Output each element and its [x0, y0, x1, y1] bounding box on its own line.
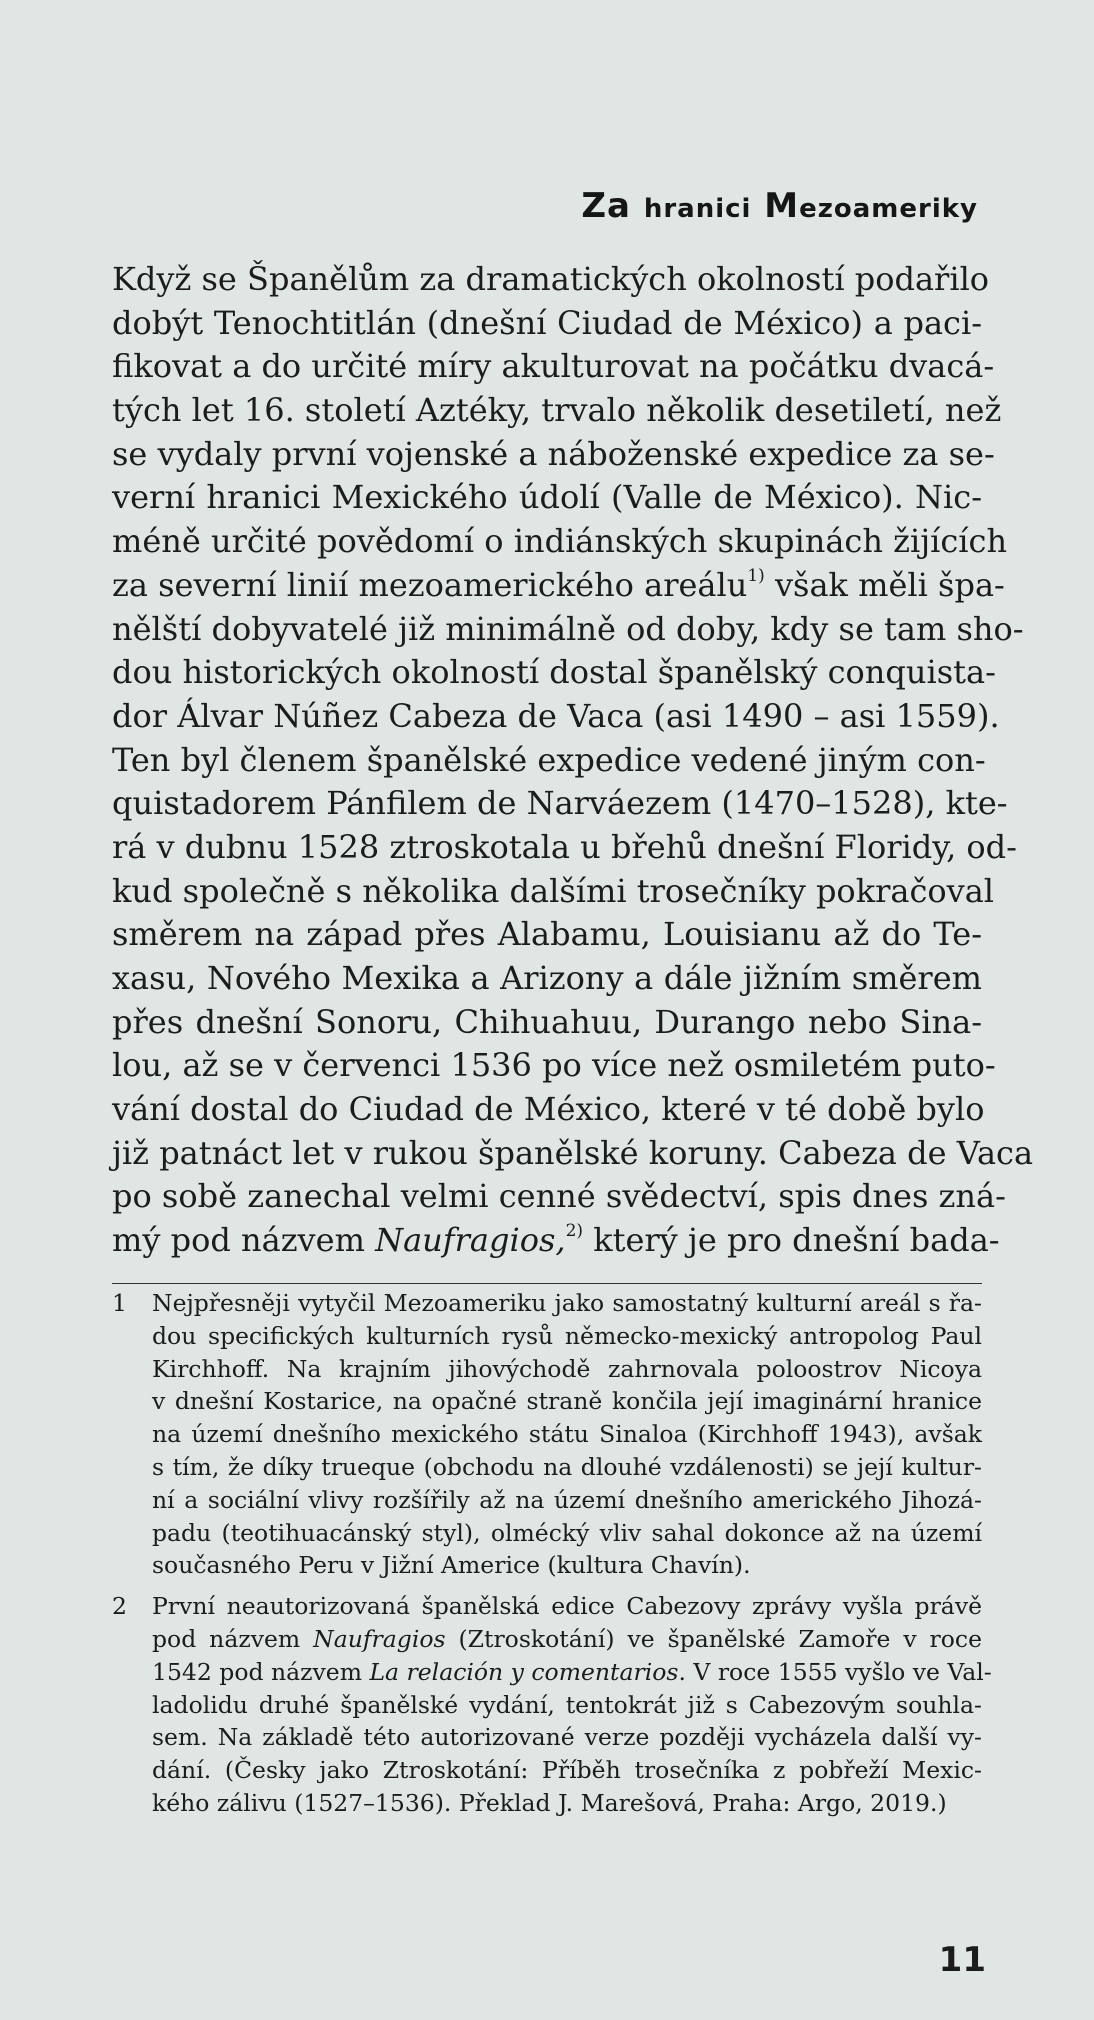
line-text: však měli špa-: [764, 565, 1005, 604]
text-line: Když se Španělům za dramatických okolností podařilo: [112, 260, 990, 298]
footnote-line: [152, 1623, 982, 1656]
footnote-separator: [112, 1283, 982, 1284]
text-line: [112, 1219, 1000, 1263]
text-line: [112, 564, 1005, 608]
line-text: za severní linií mezoamerického areálu: [112, 565, 748, 604]
footnote-line: kého zálivu (1527–1536). Překlad J. Marešová, Praha: Argo, 2019.): [152, 1788, 947, 1817]
heading-part-4: ezoameriky: [799, 194, 978, 224]
heading-part-3: M: [751, 186, 800, 226]
footnote-line: Nejpřesněji vytyčil Mezoameriku jako samostatný kulturní areál s řa-: [152, 1289, 982, 1317]
footnote-line: v dnešní Kostarice, na opačné straně končila její imaginární hranice: [152, 1387, 982, 1416]
footnote-line: ní a sociální vlivy rozšířily až na území dnešního amerického Jihozá-: [152, 1485, 982, 1514]
footnote-number: 2: [112, 1592, 127, 1621]
text-line: dou historických okolností dostal španělský conquista-: [112, 653, 996, 692]
footnote-line: Kirchhoff. Na krajním jihovýchodě zahrnovala poloostrov Nicoya: [152, 1354, 982, 1383]
footnote-line: sem. Na základě této autorizované verze později vycházela další vy-: [152, 1723, 982, 1752]
footnote-1: [112, 1287, 982, 1582]
text-line: se vydaly první vojenské a náboženské expedice za se-: [112, 434, 995, 473]
footnote-number: 1: [112, 1289, 127, 1317]
page-number: 11: [938, 1940, 986, 1980]
text-line: dor Álvar Núñez Cabeza de Vaca (asi 1490 – asi 1559).: [112, 696, 1000, 735]
footnote-line: První neautorizovaná španělská edice Cabezovy zprávy vyšla právě: [152, 1592, 982, 1621]
text-line: přes dnešní Sonoru, Chihuahuu, Durango nebo Sina-: [112, 1002, 982, 1041]
text-line: méně určité povědomí o indiánských skupinách žijících: [112, 522, 1008, 561]
line-text: (Ztroskotání) ve španělské Zamoře v roce: [445, 1624, 982, 1653]
text-line: fikovat a do určité míry akulturovat na počátku dvacá-: [112, 347, 995, 386]
text-line: rá v dubnu 1528 ztroskotala u břehů dnešní Floridy, od-: [112, 827, 1017, 866]
line-text: mý pod názvem: [112, 1221, 376, 1260]
footnote-line: na území dnešního mexického státu Sinaloa (Kirchhoff 1943), avšak: [152, 1420, 982, 1449]
footnote-line: současného Peru v Jižní Americe (kultura Chavín).: [152, 1551, 751, 1580]
footnote-line: ladolidu druhé španělské vydání, tentokrát již s Cabezovým souhla-: [152, 1690, 982, 1719]
book-title: Naufragios: [313, 1624, 446, 1653]
heading-part-2: hranici: [643, 194, 752, 224]
text-line: nělští dobyvatelé již minimálně od doby, kdy se tam sho-: [112, 609, 1024, 648]
footnote-2: [112, 1590, 992, 1820]
footnote-ref-1[interactable]: 1): [747, 565, 765, 586]
chapter-heading: [581, 186, 978, 226]
text-line: verní hranici Mexického údolí (Valle de México). Nic-: [112, 478, 982, 517]
line-text: 1542 pod názvem: [152, 1657, 370, 1686]
text-line: po sobě zanechal velmi cenné svědectví, spis dnes zná-: [112, 1177, 1006, 1216]
footnotes: [112, 1287, 992, 1828]
text-line: quistadorem Pánfilem de Narváezem (1470–1528), kte-: [112, 784, 1008, 823]
text-line: vání dostal do Ciudad de México, které v té době bylo: [112, 1090, 985, 1129]
text-line: dobýt Tenochtitlán (dnešní Ciudad de México) a paci-: [112, 303, 982, 342]
heading-part-1: Za: [581, 186, 644, 226]
main-text: [112, 258, 1034, 1263]
footnote-ref-2[interactable]: 2): [565, 1221, 584, 1242]
text-line: kud společně s několika dalšími trosečníky pokračoval: [112, 871, 995, 910]
footnote-line: dou specifických kulturních rysů německo-mexický antropolog Paul: [152, 1321, 982, 1350]
footnote-line: padu (teotihuacánský styl), olmécký vliv sahal dokonce až na území: [152, 1518, 982, 1547]
text-line: tých let 16. století Aztéky, trvalo několik desetiletí, než: [112, 391, 1002, 430]
text-line: již patnáct let v rukou španělské koruny. Cabeza de Vaca: [112, 1133, 1034, 1172]
book-title: La relación y comentarios: [369, 1657, 679, 1686]
text-line: xasu, Nového Mexika a Arizony a dále jižním směrem: [112, 959, 982, 997]
footnote-line: dání. (Česky jako Ztroskotání: Příběh trosečníka z pobřeží Mexic-: [152, 1756, 982, 1785]
footnote-line: s tím, že díky trueque (obchodu na dlouhé vzdálenosti) se její kultur-: [152, 1452, 982, 1481]
text-line: směrem na západ přes Alabamu, Louisianu až do Te-: [112, 915, 982, 954]
line-text: pod názvem: [152, 1624, 314, 1653]
book-title: Naufragios,: [375, 1221, 566, 1260]
text-line: Ten byl členem španělské expedice vedené jiným con-: [112, 740, 986, 779]
text-line: lou, až se v červenci 1536 po více než osmiletém puto-: [112, 1046, 996, 1085]
line-text: který je pro dnešní bada-: [583, 1221, 1000, 1260]
line-text: . V roce 1555 vyšlo ve Val-: [678, 1657, 992, 1686]
footnote-line: [152, 1656, 992, 1689]
